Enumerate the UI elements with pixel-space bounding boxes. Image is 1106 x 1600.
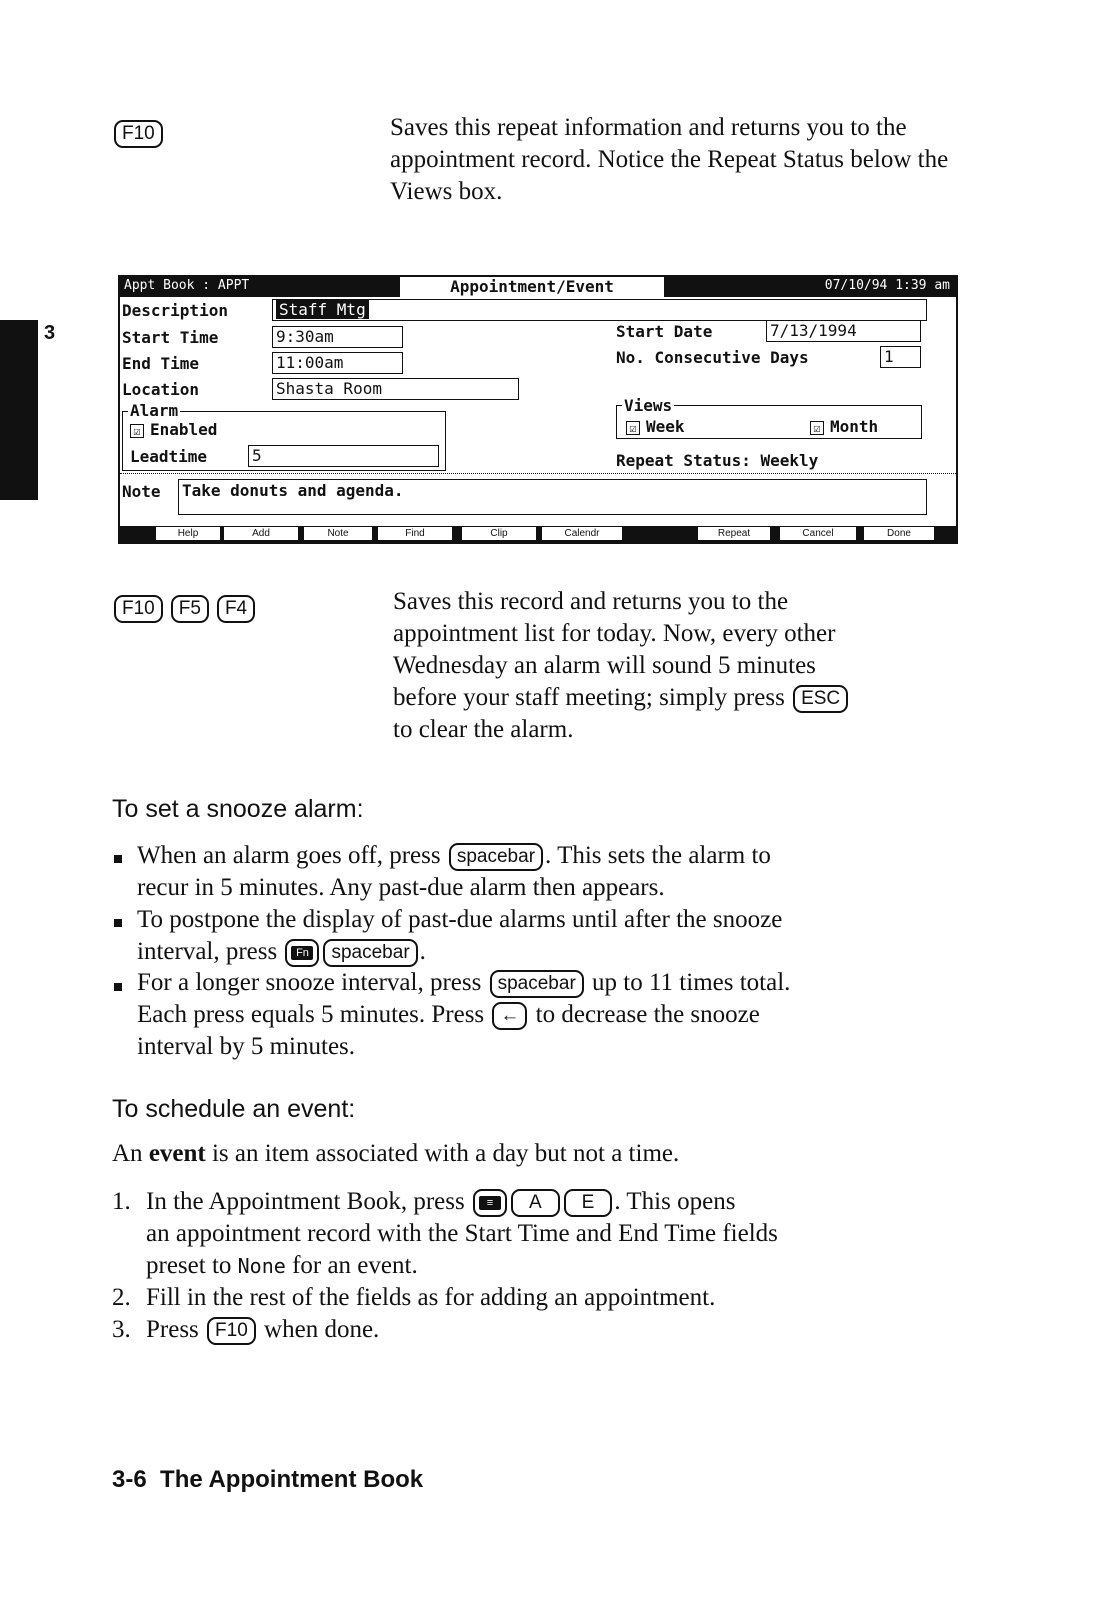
consecutive-days-label: No. Consecutive Days <box>616 348 809 367</box>
event-step-1: In the Appointment Book, press ≡ A E . This opens an appointment record with the Start Time and End Time fields preset to None for an event. <box>146 1188 778 1279</box>
views-label: Views <box>624 396 673 415</box>
page-footer <box>112 1466 423 1494</box>
fkey-help[interactable]: Help <box>156 527 220 540</box>
spacebar-key: spacebar <box>449 843 543 871</box>
f10-key: F10 <box>114 120 163 148</box>
end-time-label: End Time <box>122 354 200 373</box>
month-label: Month <box>830 417 879 436</box>
appointment-screen <box>118 275 958 544</box>
step-number: 2. <box>112 1284 131 1311</box>
fkey-clip[interactable]: Clip <box>462 527 536 540</box>
note-field[interactable]: Take donuts and agenda. <box>178 479 927 515</box>
f10-key: F10 <box>207 1317 256 1345</box>
divider <box>120 473 956 474</box>
week-checkbox[interactable] <box>626 417 685 436</box>
footer-title: The Appointment Book <box>160 1466 424 1493</box>
snooze-bullet-2: To postpone the display of past-due alarms until after the snooze interval, press Fn spacebar . <box>137 904 937 968</box>
chapter-tab-bar <box>0 320 38 500</box>
checked-icon: ☑ <box>626 421 640 435</box>
f10-key-group <box>112 120 165 148</box>
a-key: A <box>511 1189 560 1217</box>
menu-key: ≡ <box>473 1189 507 1217</box>
start-date-label: Start Date <box>616 322 713 341</box>
description-label: Description <box>122 301 228 320</box>
e-key: E <box>564 1189 613 1217</box>
fn-key: Fn <box>285 939 319 967</box>
spacebar-key: spacebar <box>323 939 417 967</box>
save-text-line: Saves this record and returns you to the <box>393 588 789 615</box>
end-time-field[interactable]: 11:00am <box>272 352 403 374</box>
fkey-done[interactable]: Done <box>864 527 934 540</box>
snooze-heading: To set a snooze alarm: <box>112 795 364 823</box>
description-value: Staff Mtg <box>276 300 369 319</box>
save-description <box>393 586 953 746</box>
esc-key: ESC <box>793 685 848 713</box>
fkey-find[interactable]: Find <box>378 527 452 540</box>
repeat-status: Repeat Status: Weekly <box>616 451 819 470</box>
fkey-add[interactable]: Add <box>224 527 298 540</box>
step-number: 3. <box>112 1316 131 1343</box>
event-step-2: Fill in the rest of the fields as for adding an appointment. <box>146 1284 716 1311</box>
start-date-field[interactable]: 7/13/1994 <box>766 320 921 342</box>
checked-icon: ☑ <box>810 421 824 435</box>
fkey-calendar[interactable]: Calendr <box>542 527 622 540</box>
note-label: Note <box>122 482 161 501</box>
fkey-note[interactable]: Note <box>304 527 372 540</box>
leadtime-field[interactable]: 5 <box>248 445 439 467</box>
event-term: event <box>148 1140 206 1167</box>
checked-icon: ☑ <box>130 424 144 438</box>
save-text-line: to clear the alarm. <box>393 716 574 743</box>
location-label: Location <box>122 380 200 399</box>
start-time-label: Start Time <box>122 328 219 347</box>
week-label: Week <box>646 417 685 436</box>
save-text-line: Wednesday an alarm will sound 5 minutes <box>393 652 816 679</box>
leadtime-label: Leadtime <box>130 447 208 466</box>
fkey-repeat[interactable]: Repeat <box>698 527 770 540</box>
save-text-line: appointment list for today. Now, every other <box>393 620 836 647</box>
consecutive-days-field[interactable]: 1 <box>880 346 921 368</box>
screen-title: Appointment/Event <box>400 277 664 297</box>
bullet <box>114 855 122 863</box>
save-text-line: before your staff meeting; simply press ESC <box>393 682 953 714</box>
enabled-label: Enabled <box>150 420 218 439</box>
f4-key: F4 <box>217 595 255 623</box>
alarm-enabled-checkbox[interactable] <box>130 420 217 439</box>
event-step-3: Press F10 when done. <box>146 1314 946 1346</box>
description-field[interactable] <box>272 299 927 321</box>
screen-title-left: Appt Book : APPT <box>124 278 250 293</box>
f10-key: F10 <box>114 595 163 623</box>
chapter-number: 3 <box>44 322 56 344</box>
event-intro: An event is an item associated with a day but not a time. <box>112 1140 680 1167</box>
save-keys-group <box>112 595 257 623</box>
month-checkbox[interactable] <box>810 417 878 436</box>
f10-description: Saves this repeat information and returns you to the appointment record. Notice the Repeat Status below the Views box. <box>390 114 949 205</box>
left-arrow-key: ← <box>492 1002 527 1030</box>
bullet <box>114 919 122 927</box>
alarm-label: Alarm <box>130 401 179 420</box>
fkey-cancel[interactable]: Cancel <box>780 527 856 540</box>
screen-titlebar <box>120 277 956 297</box>
step-number: 1. <box>112 1188 131 1215</box>
f5-key: F5 <box>171 595 209 623</box>
page-number: 3-6 <box>112 1466 147 1493</box>
snooze-bullet-1: When an alarm goes off, press spacebar . This sets the alarm to recur in 5 minutes. Any past-due alarm then appears. <box>137 842 771 901</box>
bullet <box>114 983 122 991</box>
location-field[interactable]: Shasta Room <box>272 378 519 400</box>
screen-clock: 07/10/94 1:39 am <box>824 278 950 293</box>
snooze-bullet-3: For a longer snooze interval, press spacebar up to 11 times total. Each press equals 5 minutes. Press ← to decrease the snooze interval by 5 minutes. <box>137 969 791 1060</box>
spacebar-key: spacebar <box>490 970 584 998</box>
none-value: None <box>237 1254 286 1278</box>
event-heading: To schedule an event: <box>112 1095 356 1123</box>
function-key-bar <box>120 526 956 542</box>
start-time-field[interactable]: 9:30am <box>272 326 403 348</box>
